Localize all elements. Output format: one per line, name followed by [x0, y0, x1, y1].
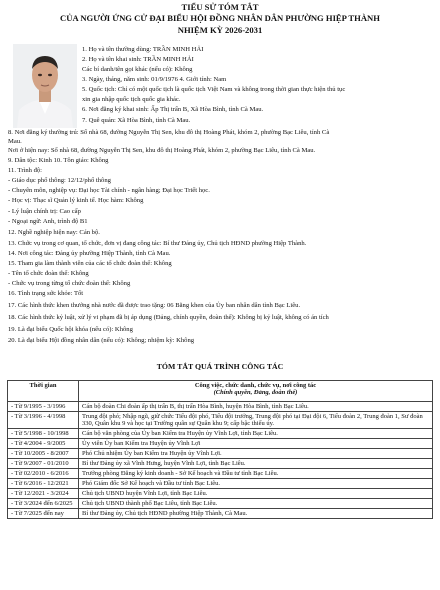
period-cell: - Từ 12/2021 - 3/2024 [8, 489, 79, 499]
table-row [8, 469, 433, 479]
table-row [8, 439, 433, 449]
detail-line: 20. Là đại biểu Hội đồng nhân dân (nếu có): Không; nhiệm kỳ: Không [8, 337, 195, 344]
doc-title: TIỂU SỬ TÓM TẮT [181, 2, 259, 12]
table-row [8, 429, 433, 439]
period-cell: - Từ 3/2024 đến 6/2025 [8, 499, 79, 509]
detail-line: Nơi ở hiện nay: Số nhà 68, đường Nguyễn Thị Sen, khu đô thị Hoàng Phát, khóm 2, phường Bạc Liêu, tỉnh Cà Mau. [8, 147, 316, 154]
personal-line: 7. Quê quán: Xã Hòa Bình, tỉnh Cà Mau. [82, 117, 191, 124]
period-cell: - Từ 4/2004 - 9/2005 [8, 439, 79, 449]
period-cell: - Từ 5/1998 - 10/1998 [8, 429, 79, 439]
period-cell: - Từ 7/2025 đến nay [8, 509, 79, 519]
table-row [8, 479, 433, 489]
portrait-photo [13, 44, 77, 128]
detail-line: 18. Các hình thức kỷ luật, xử lý vi phạm đã bị áp dụng (Đảng, chính quyền, đoàn thể): Không bị kỷ luật, không có án tích [8, 314, 329, 321]
detail-line: 17. Các hình thức khen thưởng nhà nước đã được trao tặng: 06 Bằng khen của Ủy ban nhân dân tỉnh Bạc Liêu. [8, 302, 301, 309]
period-cell: - Từ 02/2010 - 6/2016 [8, 469, 79, 479]
detail-line: 14. Nơi công tác: Đảng ủy phường Hiệp Thành, tỉnh Cà Mau. [8, 250, 171, 257]
personal-line: 5. Quốc tịch: Chỉ có một quốc tịch là quốc tịch Việt Nam và không trong thời gian thực hiện thủ tục [82, 86, 346, 93]
table-row [8, 412, 433, 429]
position-cell: Chủ tịch UBND thành phố Bạc Liêu, tỉnh Bạc Liêu. [79, 499, 433, 509]
table-row [8, 499, 433, 509]
detail-line: - Lý luận chính trị: Cao cấp [8, 208, 81, 215]
personal-line: 2. Họ và tên khai sinh: TRẦN MINH HẢI [82, 56, 194, 63]
position-cell: Phó Chủ nhiệm Ủy ban Kiểm tra Huyện ủy Vĩnh Lợi. [79, 449, 433, 459]
detail-line: 13. Chức vụ trong cơ quan, tổ chức, đơn vị đang công tác: Bí thư Đảng ủy, Chủ tịch HĐND phường Hiệp Thành. [8, 240, 307, 247]
detail-line: Mau. [8, 138, 22, 145]
detail-line: 9. Dân tộc: Kinh 10. Tôn giáo: Không [8, 157, 109, 164]
position-cell: Cán bộ văn phòng của Ủy ban Kiểm tra Huyện ủy Vĩnh Lợi, tỉnh Bạc Liêu. [79, 429, 433, 439]
section-title: TÓM TẮT QUÁ TRÌNH CÔNG TÁC [156, 362, 284, 371]
detail-line: - Giáo dục phổ thông: 12/12/phổ thông [8, 177, 111, 184]
position-cell: Trung đội phó; Nhập ngũ, giữ chức Tiểu đội phó, Tiểu đội trưởng, Trung đội phó tại Đại đội 6, Tiểu đoàn 2, Trung đoàn 1, Sư đoàn 330, Quân khu 9 và học tại Trường quân sự Quân khu 9; cấp bậc thiếu úy. [79, 412, 433, 429]
position-cell: Phó Giám đốc Sở Kế hoạch và Đầu tư tỉnh Bạc Liêu. [79, 479, 433, 489]
period-cell: - Từ 6/2016 - 12/2021 [8, 479, 79, 489]
detail-line: - Chức vụ trong từng tổ chức đoàn thể: Không [8, 280, 131, 287]
period-cell: - Từ 9/1995 - 3/1996 [8, 402, 79, 412]
detail-line: 16. Tình trạng sức khỏe: Tốt [8, 290, 84, 297]
col-header-work-label: Công việc, chức danh, chức vụ, nơi công tác [194, 382, 317, 389]
col-header-work [79, 381, 433, 402]
table-row [8, 489, 433, 499]
position-cell: Cán bộ đoàn Chi đoàn ấp thị trấn B, thị trấn Hòa Bình, huyện Hòa Bình, tỉnh Bạc Liêu. [79, 402, 433, 412]
position-cell: Bí thư Đảng ủy, Chủ tịch HĐND phường Hiệp Thành, Cà Mau. [79, 509, 433, 519]
position-cell: Trưởng phòng Đăng ký kinh doanh - Sở Kế hoạch và Đầu tư tỉnh Bạc Liêu. [79, 469, 433, 479]
personal-line: xin gia nhập quốc tịch quốc gia khác. [82, 96, 181, 103]
detail-line: 8. Nơi đăng ký thường trú: Số nhà 68, đường Nguyễn Thị Sen, khu đô thị Hoàng Phát, khóm 2, phường Bạc Liêu, tỉnh Cà [8, 129, 330, 136]
detail-line: - Tên tổ chức đoàn thể: Không [8, 270, 89, 277]
detail-line: 15. Tham gia làm thành viên của các tổ chức đoàn thể: Không [8, 260, 172, 267]
term-title: NHIỆM KỲ 2026-2031 [177, 25, 263, 35]
personal-line: 3. Ngày, tháng, năm sinh: 01/9/1976 4. Giới tính: Nam [82, 76, 227, 83]
table-row [8, 449, 433, 459]
personal-line: 1. Họ và tên thường dùng: TRẦN MINH HẢI [82, 46, 204, 53]
table-row [8, 459, 433, 469]
work-history-table [7, 380, 433, 519]
position-cell: Ủy viên Ủy ban Kiểm tra Huyện ủy Vĩnh Lợi [79, 439, 433, 449]
table-row [8, 509, 433, 519]
personal-line: Các bí danh/tên gọi khác (nếu có): Không [82, 66, 193, 73]
period-cell: - Từ 9/2007 - 01/2010 [8, 459, 79, 469]
col-header-time: Thời gian [8, 381, 79, 402]
doc-subtitle: CỦA NGƯỜI ỨNG CỬ ĐẠI BIỂU HỘI ĐỒNG NHÂN DÂN PHƯỜNG HIỆP THÀNH [60, 13, 380, 23]
period-cell: - Từ 10/2005 - 8/2007 [8, 449, 79, 459]
period-cell: - Từ 3/1996 - 4/1998 [8, 412, 79, 429]
personal-line: 6. Nơi đăng ký khai sinh: Ấp Thị trấn B, Xã Hòa Bình, tỉnh Cà Mau. [82, 106, 264, 113]
detail-line: 11. Trình độ: [8, 167, 43, 174]
detail-line: 12. Nghề nghiệp hiện nay: Cán bộ. [8, 229, 100, 236]
col-header-work-sub: (Chính quyền, Đảng, đoàn thể) [213, 389, 298, 396]
detail-line: - Ngoại ngữ: Anh, trình độ B1 [8, 218, 88, 225]
detail-line: - Học vị: Thạc sĩ Quản lý kinh tế. Học hàm: Không [8, 197, 144, 204]
detail-line: 19. Là đại biểu Quốc hội khóa (nếu có): Không [8, 326, 133, 333]
table-row [8, 402, 433, 412]
position-cell: Bí thư Đảng ủy xã Vĩnh Hưng, huyện Vĩnh Lợi, tỉnh Bạc Liêu. [79, 459, 433, 469]
position-cell: Chủ tịch UBND huyện Vĩnh Lợi, tỉnh Bạc Liêu. [79, 489, 433, 499]
detail-line: - Chuyên môn, nghiệp vụ: Đại học Tài chính - ngân hàng; Đại học Triết học. [8, 187, 210, 194]
